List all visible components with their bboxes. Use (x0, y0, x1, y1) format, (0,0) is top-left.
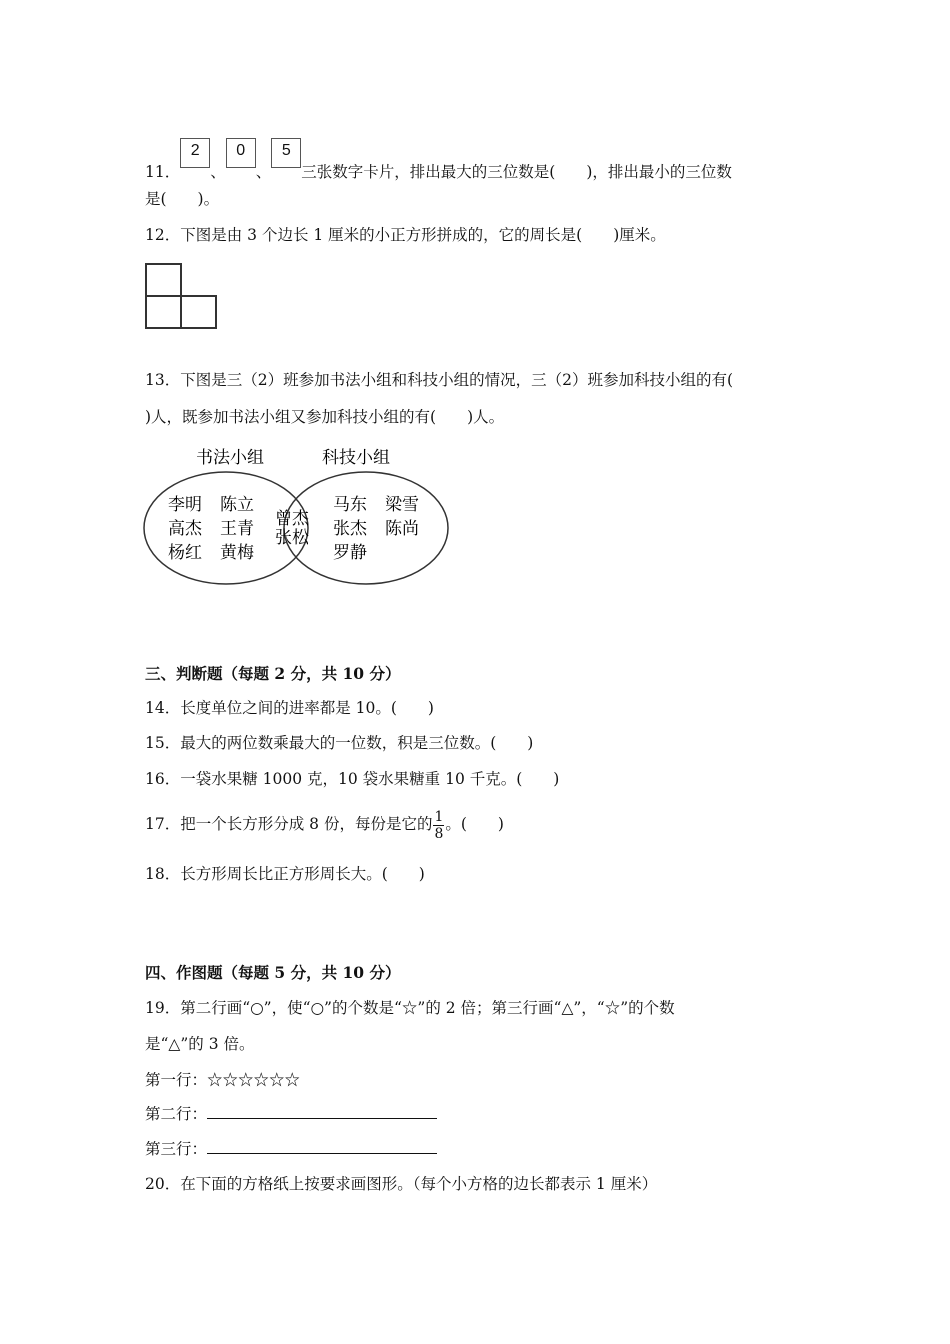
row-1-label: 第一行： (145, 1071, 208, 1089)
question-19-continued: 是“△”的 3 倍。 (145, 1035, 255, 1053)
separator: 、 (210, 163, 226, 181)
question-text: 17．把一个长方形分成 8 份，每份是它的 (145, 815, 433, 833)
number-card-0: 0 (226, 138, 256, 168)
number-card-5: 5 (271, 138, 301, 168)
question-19: 19．第二行画“○”，使“○”的个数是“☆”的 2 倍；第三行画“△”，“☆”的个数 (145, 999, 675, 1017)
question-11 (145, 142, 732, 182)
right-name: 马东 (333, 495, 367, 515)
question-13: 13．下图是三（2）班参加书法小组和科技小组的情况，三（2）班参加科技小组的有( (145, 371, 733, 389)
question-text-end: 。( ) (445, 815, 504, 833)
right-name: 陈尚 (385, 519, 419, 539)
fraction-denominator: 8 (434, 825, 444, 842)
venn-diagram (138, 440, 454, 592)
left-name: 高杰 (168, 519, 202, 539)
right-name: 罗静 (333, 543, 367, 563)
section-3-title: 三、判断题（每题 2 分，共 10 分） (145, 664, 401, 683)
question-12: 12．下图是由 3 个边长 1 厘米的小正方形拼成的，它的周长是( )厘米。 (145, 226, 666, 244)
question-15: 15．最大的两位数乘最大的一位数，积是三位数。( ) (145, 734, 534, 752)
three-squares-figure (144, 262, 220, 330)
fraction-one-eighth (433, 809, 444, 842)
row-2 (145, 1104, 437, 1124)
left-name: 黄梅 (220, 543, 254, 563)
question-13-continued: )人，既参加书法小组又参加科技小组的有( )人。 (145, 408, 505, 426)
number-card-2: 2 (180, 138, 210, 168)
right-name: 张杰 (333, 519, 367, 539)
row-2-answer-blank[interactable] (207, 1104, 437, 1119)
left-name: 陈立 (220, 495, 254, 515)
right-group-title: 科技小组 (322, 448, 390, 468)
both-name: 曾杰 (275, 509, 309, 529)
left-name: 李明 (168, 495, 202, 515)
row-3-answer-blank[interactable] (207, 1139, 437, 1154)
left-group-title: 书法小组 (196, 448, 264, 468)
row-3-label: 第三行： (145, 1140, 208, 1158)
question-11-continued: 是( )。 (145, 190, 220, 208)
question-text: 三张数字卡片，排出最大的三位数是( )，排出最小的三位数 (301, 163, 732, 181)
question-18: 18．长方形周长比正方形周长大。( ) (145, 865, 425, 883)
section-4-title: 四、作图题（每题 5 分，共 10 分） (145, 963, 401, 982)
question-17 (145, 806, 504, 842)
question-14: 14．长度单位之间的进率都是 10。( ) (145, 699, 434, 717)
fraction-numerator: 1 (434, 808, 444, 825)
question-16: 16．一袋水果糖 1000 克，10 袋水果糖重 10 千克。( ) (145, 770, 560, 788)
left-name: 杨红 (168, 543, 202, 563)
left-name: 王青 (220, 519, 254, 539)
row-1 (145, 1070, 300, 1090)
question-number: 11． (145, 163, 181, 181)
both-name: 张松 (275, 528, 309, 548)
right-name: 梁雪 (385, 495, 419, 515)
question-20: 20．在下面的方格纸上按要求画图形。（每个小方格的边长都表示 1 厘米） (145, 1175, 658, 1193)
star-icons: ☆☆☆☆☆☆ (207, 1071, 301, 1089)
row-3 (145, 1139, 437, 1159)
row-2-label: 第二行： (145, 1105, 208, 1123)
separator: 、 (255, 163, 272, 181)
